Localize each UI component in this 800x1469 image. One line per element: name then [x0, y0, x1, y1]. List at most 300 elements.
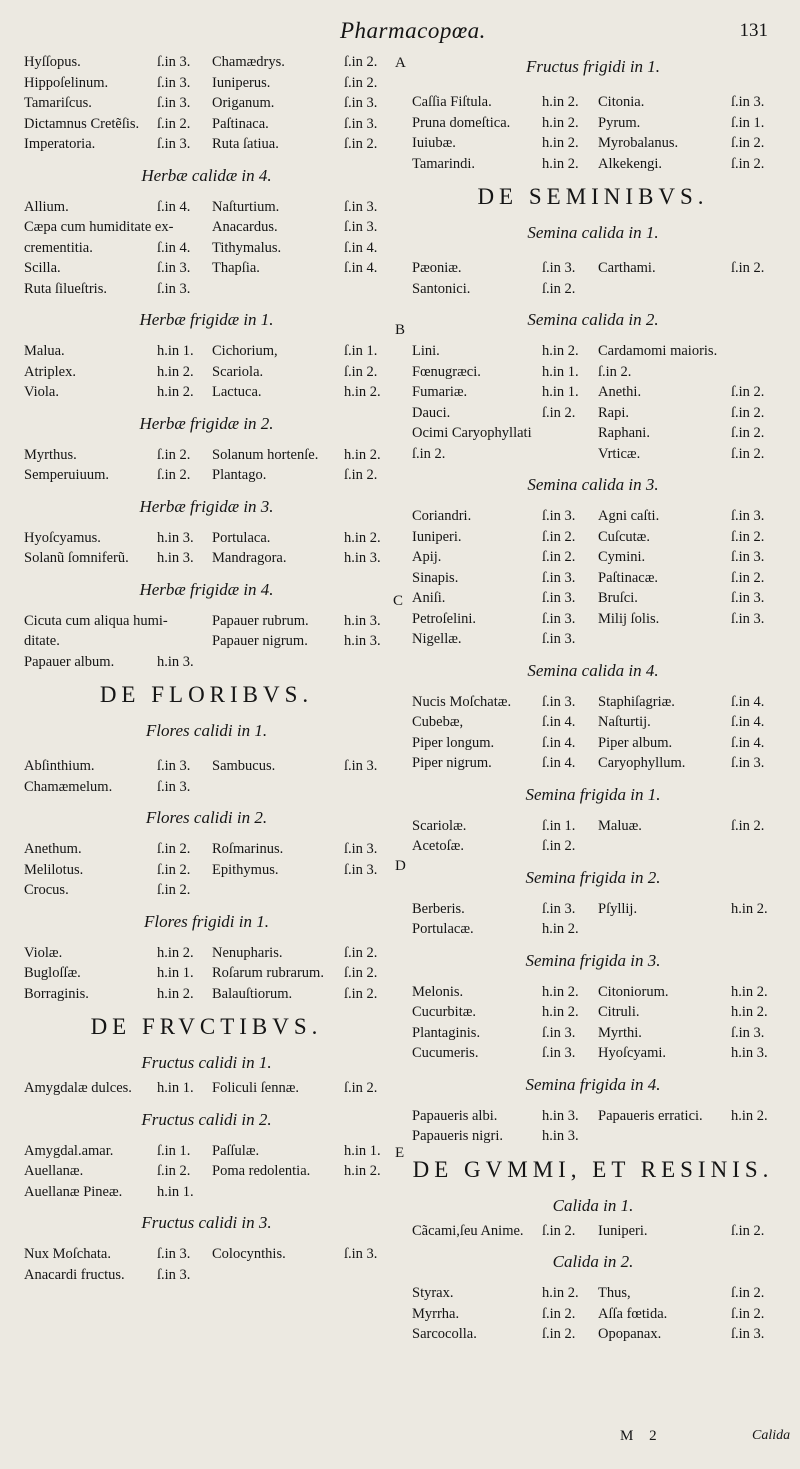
degree: h.in 3. [542, 1128, 579, 1144]
degree: h.in 2. [542, 983, 579, 1000]
degree [344, 652, 389, 673]
entry-row [412, 382, 774, 403]
simple-name: Bugloſſæ. [24, 965, 81, 981]
entry-row [412, 133, 774, 154]
simple-name: Cuſcutæ. [598, 528, 650, 545]
margin-letter-a: A [395, 55, 406, 71]
simple-name: Abſinthium. [24, 758, 95, 774]
degree: ſ.in 3. [542, 508, 576, 524]
entry-row [412, 258, 774, 279]
simple-name: Chamæmelum. [24, 778, 113, 795]
simple-name: Staphiſagriæ. [598, 693, 675, 710]
degree [157, 611, 212, 632]
entry-row [412, 1023, 774, 1044]
degree: ſ.in 2. [542, 549, 576, 565]
simple-name: Tamarindi. [412, 155, 476, 172]
section-heading: Semina calida in 1. [527, 223, 659, 242]
simple-name [212, 279, 344, 300]
simple-name: Cicuta cum aliqua humi- [24, 612, 168, 629]
simple-name: Hyſſopus. [24, 54, 81, 70]
simple-name: Milij ſolis. [598, 610, 660, 627]
entry-row [412, 899, 774, 920]
degree: ſ.in 3. [344, 1246, 378, 1262]
entry-row [412, 547, 774, 568]
entry-row [412, 423, 774, 444]
degree: ſ.in 3. [542, 631, 576, 647]
simple-name: Borraginis. [24, 985, 89, 1002]
simple-name: Sinapis. [412, 569, 459, 586]
simple-name: Citonia. [598, 94, 645, 110]
degree: ſ.in 3. [344, 758, 378, 774]
simple-name: Apij. [412, 549, 442, 565]
simple-name: Tamariſcus. [24, 95, 92, 111]
entry-row [412, 92, 774, 113]
degree [344, 1182, 389, 1203]
simple-name: Fœnugræci. [412, 363, 481, 380]
degree: h.in 3. [344, 550, 381, 566]
section-heading: Fructus calidi in 2. [141, 1109, 272, 1129]
entry-row [412, 1324, 774, 1345]
entry-row [412, 1221, 774, 1242]
degree: ſ.in 2. [731, 445, 765, 462]
section-heading: Semina frigida in 3. [525, 950, 661, 970]
degree [157, 217, 212, 238]
degree: h.in 2. [542, 1004, 579, 1020]
simple-name: Maluæ. [598, 817, 642, 834]
simple-name: Caryophyllum. [598, 755, 686, 771]
degree: ſ.in 3. [157, 136, 191, 152]
simple-name: Amygdalæ dulces. [24, 1080, 132, 1096]
simple-name: Cæpa cum humiditate ex- [24, 219, 174, 235]
degree [731, 1126, 774, 1147]
degree: ſ.in 3. [344, 841, 378, 857]
simple-name: Sambucus. [212, 758, 276, 774]
degree: ſ.in 3. [731, 1326, 765, 1342]
simple-name: Caſſia Fiſtula. [412, 94, 492, 110]
degree: ſ.in 2. [344, 965, 378, 981]
degree: h.in 2. [542, 343, 579, 359]
entry-row [412, 816, 774, 837]
degree: ſ.in 3. [157, 74, 191, 91]
degree: h.in 3. [344, 612, 381, 629]
degree: ſ.in 4. [542, 714, 576, 730]
simple-name: Naſturtij. [598, 714, 651, 730]
entry-row [24, 756, 389, 777]
simple-name: Balauſtiorum. [212, 985, 293, 1002]
degree: ſ.in 2. [157, 841, 191, 857]
entry-row [412, 506, 774, 527]
simple-name: Nenupharis. [212, 944, 283, 961]
simple-name: Roſarum rubrarum. [212, 965, 324, 981]
entry-row [412, 154, 774, 175]
degree: h.in 2. [542, 135, 579, 151]
simple-name: Carthami. [598, 260, 656, 276]
degree: ſ.in 3. [542, 569, 576, 586]
section-heading: Herbæ calidæ in 4. [141, 165, 272, 185]
entry-row [412, 568, 774, 589]
running-title: Pharmacopœa. [340, 18, 486, 43]
degree: ſ.in 2. [542, 404, 576, 421]
simple-name [598, 279, 731, 300]
degree: ſ.in 4. [731, 693, 765, 710]
degree: h.in 2. [731, 900, 768, 917]
simple-name: Nucis Moſchatæ. [412, 693, 512, 710]
entry-row [412, 919, 774, 940]
entry-row [24, 73, 389, 94]
margin-letter-b: B [395, 322, 406, 338]
page-number: 131 [739, 20, 768, 41]
simple-name: Solanũ ſomniferũ. [24, 550, 129, 566]
degree: ſ.in 2. [731, 404, 765, 421]
simple-name: Piper longum. [412, 734, 495, 751]
simple-name: Origanum. [212, 95, 275, 111]
signature-mark: M 2 [620, 1428, 663, 1444]
degree: ſ.in 2. [344, 74, 378, 91]
degree [344, 1265, 389, 1286]
simple-name: Ruta ſatiua. [212, 136, 279, 152]
simple-name [598, 629, 731, 650]
simple-name [598, 836, 731, 857]
entry-row [24, 197, 389, 218]
degree: ſ.in 3. [542, 1024, 576, 1041]
entry-row [24, 93, 389, 114]
entry-row [24, 217, 389, 238]
degree: h.in 2. [157, 985, 194, 1002]
simple-name: Chamædrys. [212, 54, 285, 70]
degree [731, 629, 774, 650]
entry-row [412, 1002, 774, 1023]
simple-name: Rapi. [598, 404, 630, 421]
simple-name: Ruta ſilueſtris. [24, 280, 107, 297]
simple-name: Iuniperi. [598, 1222, 648, 1239]
degree: ſ.in 3. [344, 198, 378, 215]
simple-name: ſ.in 2. [598, 363, 632, 380]
degree: h.in 1. [157, 343, 194, 359]
chapter-heading: DE FRVCTIBVS. [90, 1014, 323, 1039]
entry-row [24, 114, 389, 135]
degree: ſ.in 2. [731, 817, 765, 834]
entry-row [24, 134, 389, 155]
degree: ſ.in 2. [542, 1305, 576, 1322]
section-heading: Herbæ frigidæ in 2. [139, 413, 274, 433]
simple-name: Agni caſti. [598, 508, 660, 524]
degree [731, 341, 774, 362]
degree: h.in 3. [157, 653, 194, 670]
simple-name: Pſyllij. [598, 900, 638, 917]
simple-name: Hippoſelinum. [24, 74, 109, 91]
simple-name: Hyoſcyamus. [24, 529, 101, 546]
simple-name: Anacardus. [212, 219, 278, 235]
simple-name: Myrthi. [598, 1024, 642, 1041]
degree [731, 362, 774, 383]
simple-name: Epithymus. [212, 861, 279, 878]
simple-name: Cymini. [598, 549, 646, 565]
degree: h.in 3. [157, 529, 194, 546]
simple-name: Myrthus. [24, 446, 77, 463]
degree: ſ.in 2. [542, 838, 576, 854]
entry-row [412, 341, 774, 362]
simple-name: Pruna domeſtica. [412, 114, 511, 131]
entry-row [24, 52, 389, 73]
simple-name: Nux Moſchata. [24, 1246, 111, 1262]
simple-name: Iuniperus. [212, 74, 271, 91]
degree [344, 279, 389, 300]
simple-name: Berberis. [412, 900, 465, 917]
entry-row [24, 1161, 389, 1182]
degree: ſ.in 2. [344, 363, 378, 380]
degree: h.in 2. [344, 1163, 381, 1179]
simple-name: Vrticæ. [598, 445, 641, 462]
simple-name: Iuniperi. [412, 528, 462, 545]
entry-row [412, 753, 774, 774]
degree: ſ.in 4. [542, 734, 576, 751]
simple-name: Violæ. [24, 944, 63, 961]
simple-name: Malua. [24, 343, 65, 359]
degree: ſ.in 2. [542, 280, 576, 297]
simple-name: Papauer album. [24, 653, 115, 670]
simple-name: Dictamnus Cretẽſis. [24, 115, 140, 132]
degree: ſ.in 4. [731, 714, 765, 730]
degree [542, 423, 598, 444]
simple-name: Paſtinacæ. [598, 569, 659, 586]
degree: ſ.in 3. [731, 610, 765, 627]
degree: ſ.in 4. [157, 198, 191, 215]
entry-row [24, 880, 389, 901]
entry-row [412, 836, 774, 857]
entry-row [412, 279, 774, 300]
degree: ſ.in 3. [542, 260, 576, 276]
simple-name: ſ.in 2. [412, 445, 446, 462]
simple-name: Papaueris nigri. [412, 1128, 504, 1144]
simple-name: Portulacæ. [412, 921, 474, 937]
degree: ſ.in 2. [542, 528, 576, 545]
degree: h.in 2. [542, 155, 579, 172]
simple-name: Scariola. [212, 363, 264, 380]
degree: h.in 1. [344, 1142, 381, 1159]
entry-row [412, 629, 774, 650]
degree [344, 777, 389, 798]
degree: h.in 3. [157, 550, 194, 566]
degree: ſ.in 3. [731, 755, 765, 771]
simple-name: Scilla. [24, 260, 61, 276]
entry-row [412, 1304, 774, 1325]
section-heading: Herbæ frigidæ in 4. [139, 579, 274, 599]
degree: h.in 1. [157, 1183, 194, 1200]
entry-row [24, 445, 389, 466]
simple-name: Anethi. [598, 384, 642, 400]
degree: ſ.in 2. [731, 569, 765, 586]
simple-name: Sarcocolla. [412, 1326, 477, 1342]
chapter-heading: DE GVMMI, ET RESINIS. [412, 1156, 774, 1182]
degree: h.in 2. [157, 363, 194, 380]
section-heading: Fructus frigidi in 1. [525, 57, 661, 76]
entry-row [24, 777, 389, 798]
degree: h.in 2. [542, 1285, 579, 1301]
simple-name: Aſſa fœtida. [598, 1305, 668, 1322]
degree: ſ.in 3. [731, 1024, 765, 1041]
simple-name: Coriandri. [412, 508, 472, 524]
simple-name: Myrobalanus. [598, 135, 679, 151]
degree: ſ.in 2. [344, 985, 378, 1002]
degree: ſ.in 2. [344, 54, 378, 70]
simple-name: Colocynthis. [212, 1246, 286, 1262]
entry-row [24, 1078, 389, 1099]
entry-row [412, 1126, 774, 1147]
degree: ſ.in 2. [157, 882, 191, 898]
section-heading: Herbæ frigidæ in 3. [139, 496, 274, 516]
degree: ſ.in 2. [731, 1285, 765, 1301]
degree: ſ.in 2. [157, 446, 191, 463]
simple-name: Viola. [24, 384, 59, 400]
degree: ſ.in 2. [731, 260, 765, 276]
simple-name: Tithymalus. [212, 239, 282, 256]
entry-row [24, 465, 389, 486]
simple-name: Melilotus. [24, 861, 84, 878]
degree: ſ.in 3. [344, 861, 378, 878]
degree: ſ.in 2. [731, 1305, 765, 1322]
degree: h.in 3. [542, 1107, 579, 1124]
entry-row [24, 1141, 389, 1162]
simple-name: Bruſci. [598, 590, 638, 606]
degree: ſ.in 3. [542, 900, 576, 917]
chapter-heading: DE SEMINIBVS. [477, 184, 709, 209]
simple-name: Dauci. [412, 404, 451, 421]
degree: ſ.in 2. [731, 528, 765, 545]
entry-row [24, 611, 389, 632]
degree: h.in 1. [157, 1080, 194, 1096]
simple-name [212, 1265, 344, 1286]
entry-row [412, 692, 774, 713]
simple-name: Plantaginis. [412, 1024, 481, 1041]
simple-name: Papaueris erratici. [598, 1107, 703, 1124]
degree: ſ.in 1. [731, 114, 765, 131]
simple-name: Lini. [412, 343, 440, 359]
degree: h.in 3. [344, 633, 381, 649]
entry-row [24, 839, 389, 860]
entry-row [24, 258, 389, 279]
simple-name: Roſmarinus. [212, 841, 284, 857]
simple-name: Cucurbitæ. [412, 1004, 477, 1020]
entry-row [412, 1106, 774, 1127]
simple-name [212, 652, 344, 673]
degree: ſ.in 2. [344, 1080, 378, 1096]
degree: ſ.in 2. [157, 861, 191, 878]
right-column [412, 52, 774, 1345]
simple-name: Atriplex. [24, 363, 76, 380]
section-heading: Calida in 1. [552, 1195, 634, 1215]
degree: ſ.in 4. [157, 239, 191, 256]
degree: ſ.in 2. [344, 944, 378, 961]
simple-name: Semperuiuum. [24, 467, 109, 483]
section-heading: Semina frigida in 2. [525, 867, 661, 887]
entry-row [24, 1182, 389, 1203]
section-heading: Flores calidi in 1. [145, 721, 268, 740]
degree: h.in 1. [542, 384, 579, 400]
margin-letter-c: C [393, 593, 404, 609]
simple-name: Papaueris albi. [412, 1107, 498, 1124]
simple-name: Anacardi fructus. [24, 1266, 125, 1283]
simple-name: Mandragora. [212, 550, 287, 566]
entry-row [412, 362, 774, 383]
simple-name [598, 1126, 731, 1147]
entry-row [24, 1265, 389, 1286]
degree: h.in 2. [344, 384, 381, 400]
degree: ſ.in 3. [542, 693, 576, 710]
simple-name: Myrrha. [412, 1305, 460, 1322]
simple-name: Piper nigrum. [412, 755, 492, 771]
left-column [24, 52, 389, 1285]
degree: h.in 2. [542, 94, 579, 110]
degree: ſ.in 3. [157, 95, 191, 111]
degree: ſ.in 2. [542, 1222, 576, 1239]
degree [731, 919, 774, 940]
degree: ſ.in 2. [731, 135, 765, 151]
entry-row [24, 963, 389, 984]
margin-letter-d: D [395, 858, 406, 874]
degree: ſ.in 3. [731, 508, 765, 524]
simple-name: Ocimi Caryophyllati [412, 425, 532, 441]
degree: ſ.in 4. [344, 239, 378, 256]
section-heading: Semina calida in 2. [527, 310, 659, 329]
entry-row [24, 238, 389, 259]
entry-row [412, 1283, 774, 1304]
simple-name: Pyrum. [598, 114, 641, 131]
degree: ſ.in 3. [344, 115, 378, 132]
degree: ſ.in 4. [731, 734, 765, 751]
degree: h.in 2. [731, 1107, 768, 1124]
simple-name: Acetoſæ. [412, 838, 464, 854]
simple-name [212, 880, 344, 901]
degree: ſ.in 3. [157, 778, 191, 795]
degree: ſ.in 2. [731, 425, 765, 441]
degree [344, 880, 389, 901]
degree: ſ.in 3. [731, 94, 765, 110]
degree: h.in 2. [344, 529, 381, 546]
simple-name: Paſtinaca. [212, 115, 269, 132]
entry-row [412, 609, 774, 630]
simple-name: Cãcami,ſeu Anime. [412, 1222, 524, 1239]
degree: ſ.in 2. [157, 115, 191, 132]
degree: h.in 2. [542, 921, 579, 937]
degree: ſ.in 3. [157, 54, 191, 70]
degree: ſ.in 3. [157, 1266, 191, 1283]
entry-row [24, 341, 389, 362]
entry-row [24, 943, 389, 964]
degree: ſ.in 3. [731, 590, 765, 606]
degree: ſ.in 3. [542, 610, 576, 627]
entry-row [412, 403, 774, 424]
degree: ſ.in 4. [542, 755, 576, 771]
simple-name: Poma redolentia. [212, 1163, 311, 1179]
degree: h.in 2. [542, 114, 579, 131]
simple-name: Papauer rubrum. [212, 612, 309, 629]
spacer [412, 82, 774, 92]
simple-name: Raphani. [598, 425, 650, 441]
simple-name: Piper album. [598, 734, 673, 751]
simple-name [212, 777, 344, 798]
degree: ſ.in 3. [731, 549, 765, 565]
degree: ſ.in 2. [344, 136, 378, 152]
simple-name: Allium. [24, 198, 69, 215]
degree: h.in 1. [542, 363, 579, 380]
degree [731, 836, 774, 857]
degree: ſ.in 3. [157, 280, 191, 297]
entry-row [24, 528, 389, 549]
simple-name: Plantago. [212, 467, 267, 483]
degree: ſ.in 3. [157, 260, 191, 276]
simple-name: Naſturtium. [212, 198, 280, 215]
catchword: Calida [752, 1428, 791, 1443]
